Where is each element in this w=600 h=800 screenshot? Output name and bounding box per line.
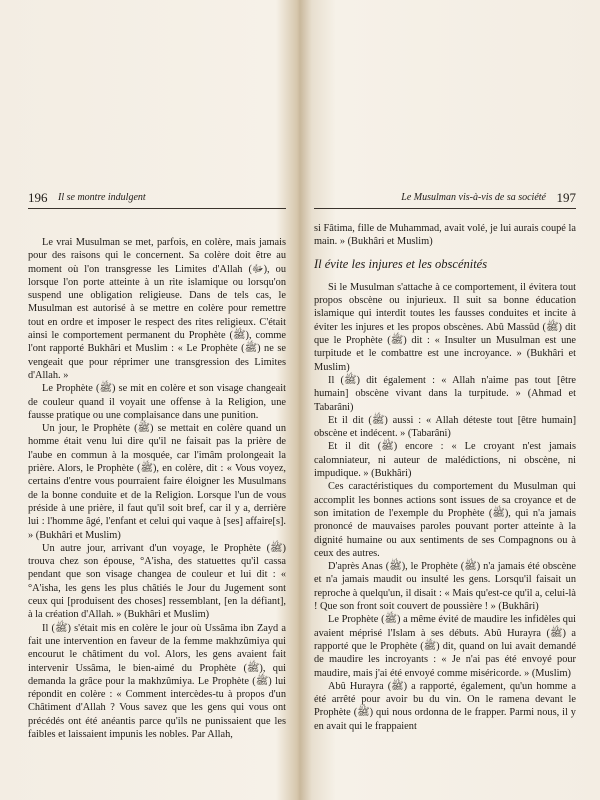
right-running-head: Le Musulman vis-à-vis de sa société bbox=[401, 192, 546, 203]
left-page-text bbox=[28, 236, 286, 741]
right-paragraph-7: Le Prophète (ﷺ) a même évité de maudire les infidèles qui avaient méprisé l'Islam à ses débuts. Abû Hurayra (ﷺ) a rapporté que le Prophète (ﷺ) dit, quand on lui avait demandé de maudire les incroyants : « Je n'ai pas été envoyé pour maudire, mais j'ai été envoyé comme miséricorde. » (Muslim) bbox=[314, 614, 576, 679]
right-paragraph-8: Abû Hurayra (ﷺ) a rapporté, également, qu'un homme a été arrêté pour avoir bu du vin. On le ramena devant le Prophète (ﷺ) qui nous ordonna de le frapper. Parmi nous, il y en avait qui le frappaient bbox=[314, 680, 576, 732]
section-title: Il évite les injures et les obscénités bbox=[314, 256, 488, 271]
right-page-header bbox=[314, 188, 576, 209]
left-running-head: Il se montre indulgent bbox=[58, 192, 146, 203]
left-paragraph-3: Un jour, le Prophète (ﷺ) se mettait en colère quand un homme était venu lui dire qu'il ne faisait pas la prière de l'aube en commun à la mosquée, car l'imâm prolongeait la prière. Alors, le Prophète (ﷺ), en colère, dit : « Vous voyez, certains d'entre vous pourraient faire éloigner les Musulmans de la bonne conduite et de la Religion. Lorsque l'un de vous préside à une prière, il faut qu'il soit bref, car il y a, derrière lui : l'homme âgé, l'enfant et celui qui vaque à [ses] affaire[s]. » (Bukhâri et Muslim) bbox=[28, 423, 286, 541]
right-paragraph-6: D'après Anas (ﷺ), le Prophète (ﷺ) n'a jamais été obscène et n'a jamais maudit ou insulté les gens. Lorsqu'il faisait un reproche à quelqu'un, il disait : « Mais qu'est-ce qu'il a, celui-là ! Que son front soit couvert de poussière ! » (Bukhâri) bbox=[314, 561, 576, 613]
left-paragraph-5: Il (ﷺ) s'était mis en colère le jour où Ussâma ibn Zayd a fait une intervention en faveur de la femme makhzûmiya qui encourut le châtiment du vol. Alors, les gens avaient fait intervenir Ussâma, le bien-aimé du Prophète (ﷺ), qui demanda la grâce pour la makhzûmiya. Le Prophète (ﷺ) lui répondit en colère : « Comment intercèdes-tu à propos d'un Châtiment d'Allah ? Vous savez que les gens qui vous ont précédés ont été anéantis parce qu'ils ne punissaient que les faibles et laissaient impunis les nobles. Par Allah, bbox=[28, 622, 286, 740]
left-paragraph-2: Le Prophète (ﷺ) se mit en colère et son visage changeait de couleur quand il voyait une offense à la Religion, une fausse pratique ou une complaisance dans une punition. bbox=[28, 383, 286, 421]
right-paragraph-1: Si le Musulman s'attache à ce comportement, il évitera tout propos obscène ou injurieux. Il suit sa bonne éducation islamique qui interdit toutes les fausses conduites et incite à éviter les injures et les propos obscènes. Abû Massûd (ﷺ) dit que le Prophète (ﷺ) dit : « Insulter un Musulman est une turpitude et le combattre est une incroyance. » (Bukhâri et Muslim) bbox=[314, 281, 576, 373]
left-page bbox=[28, 188, 286, 793]
right-paragraph-4: Et il dit (ﷺ) encore : « Le croyant n'est jamais calomniateur, ni auteur de malédictions, ni obscène, ni impudique. » (Bukhâri) bbox=[314, 441, 576, 480]
right-page-text bbox=[314, 222, 576, 733]
right-paragraph-5: Ces caractéristiques du comportement du Musulman qui accomplit les bonnes actions sont issues de sa croyance et de son imitation de l'exemple du Prophète (ﷺ), qui n'a jamais prononcé de mauvaises paroles pouvant porter atteinte à la dignité humaine ou aux sentiments de ses Compagnons ou à ceux des autres. bbox=[314, 481, 576, 559]
left-paragraph-1: Le vrai Musulman se met, parfois, en colère, mais jamais pour des raisons qui le concernent. Sa colère doit être au moment où l'on transgresse les Limites d'Allah (ﷻ), ou lorsque l'on porte atteinte à un rite islamique ou lorsqu'on suspend une obligation religieuse. Dans de tels cas, le Musulman est autorisé à se mettre en colère pour remettre tout en ordre et imposer le respect des rites religieux. C'était ainsi le comportement permanent du Prophète (ﷺ), comme l'ont rapporté Bukhâri et Muslim : « Le Prophète (ﷺ) ne se vengeait que pour réprimer une transgression des Limites d'Allah. » bbox=[28, 237, 286, 381]
right-page-number: 197 bbox=[556, 190, 576, 205]
right-intro-paragraph: si Fâtima, fille de Muhammad, avait volé, je lui aurais coupé la main. » (Bukhâri et Muslim) bbox=[314, 223, 576, 248]
right-page bbox=[314, 188, 576, 793]
left-page-header bbox=[28, 188, 286, 209]
left-page-number: 196 bbox=[28, 190, 48, 205]
right-paragraph-3: Et il dit (ﷺ) aussi : « Allah déteste tout [être humain] obscène et indécent. » (Tabarâni) bbox=[314, 414, 576, 440]
left-paragraph-4: Un autre jour, arrivant d'un voyage, le Prophète (ﷺ) trouva chez son épouse, °A'isha, des statuettes qu'il cassa pendant que son visage changea de couleur et lui dit : « °A'isha, les gens les plus châtiés le Jour du Jugement sont ceux qui [produisent des choses] ressemblant, [en la défiant], à la création d'Allah. » (Bukhâri et Muslim) bbox=[28, 542, 286, 621]
right-paragraph-2: Il (ﷺ) dit également : « Allah n'aime pas tout [être humain] obscène vivant dans la turpitude. » (Ahmad et Tabarâni) bbox=[314, 374, 576, 413]
